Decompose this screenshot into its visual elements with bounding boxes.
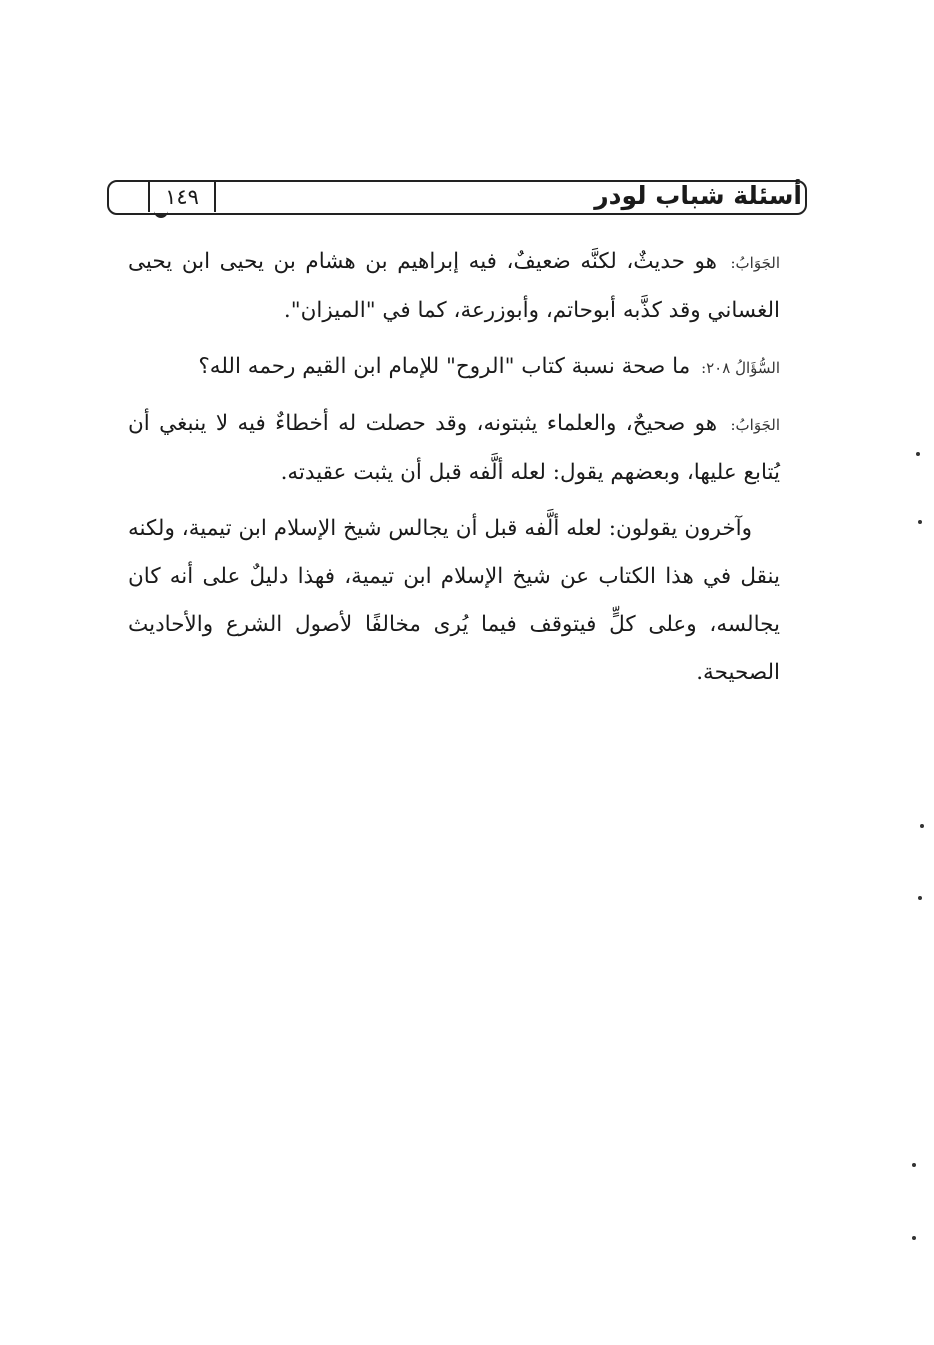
scan-speck [920, 824, 924, 828]
page-number: ١٤٩ [148, 182, 216, 212]
answer-paragraph-1 [128, 238, 780, 335]
question-paragraph-208 [128, 343, 780, 392]
paragraph-text: ما صحة نسبة كتاب "الروح" للإمام ابن القيم رحمه الله؟ [198, 354, 698, 379]
scan-speck [912, 1236, 916, 1240]
continuation-paragraph [128, 505, 780, 697]
scan-speck [912, 1163, 916, 1167]
answer-label: الجَوَابُ: [730, 416, 780, 434]
paragraph-text: هو حديثٌ، لكنَّه ضعيفٌ، فيه إبراهيم بن هشام بن يحيى ابن يحيى الغساني وقد كذَّبه أبوحاتم، وأبوزرعة، كما في "الميزان". [128, 249, 780, 323]
answer-paragraph-2 [128, 400, 780, 497]
answer-label: الجَوَابُ: [730, 254, 780, 272]
scan-speck [918, 896, 922, 900]
question-label: السُّؤَالُ ٢٠٨: [701, 359, 780, 377]
paragraph-text: وآخرون يقولون: لعله ألَّفه قبل أن يجالس شيخ الإسلام ابن تيمية، ولكنه ينقل في هذا الكتاب عن شيخ الإسلام ابن تيمية، فهذا دليلٌ على أنه كان يجالسه، وعلى كلٍّ فيتوقف فيما يُرى مخالفًا لأصول الشرع والأحاديث الصحيحة. [128, 516, 780, 685]
scan-speck [918, 520, 922, 524]
scan-speck [916, 452, 920, 456]
running-title: أسئلة شباب لودر [594, 181, 802, 210]
paragraph-text: هو صحيحٌ، والعلماء يثبتونه، وقد حصلت له أخطاءٌ فيه لا ينبغي أن يُتابع عليها، وبعضهم يقول: لعله ألَّفه قبل أن يثبت عقيدته. [128, 411, 780, 485]
page-body [128, 238, 780, 705]
